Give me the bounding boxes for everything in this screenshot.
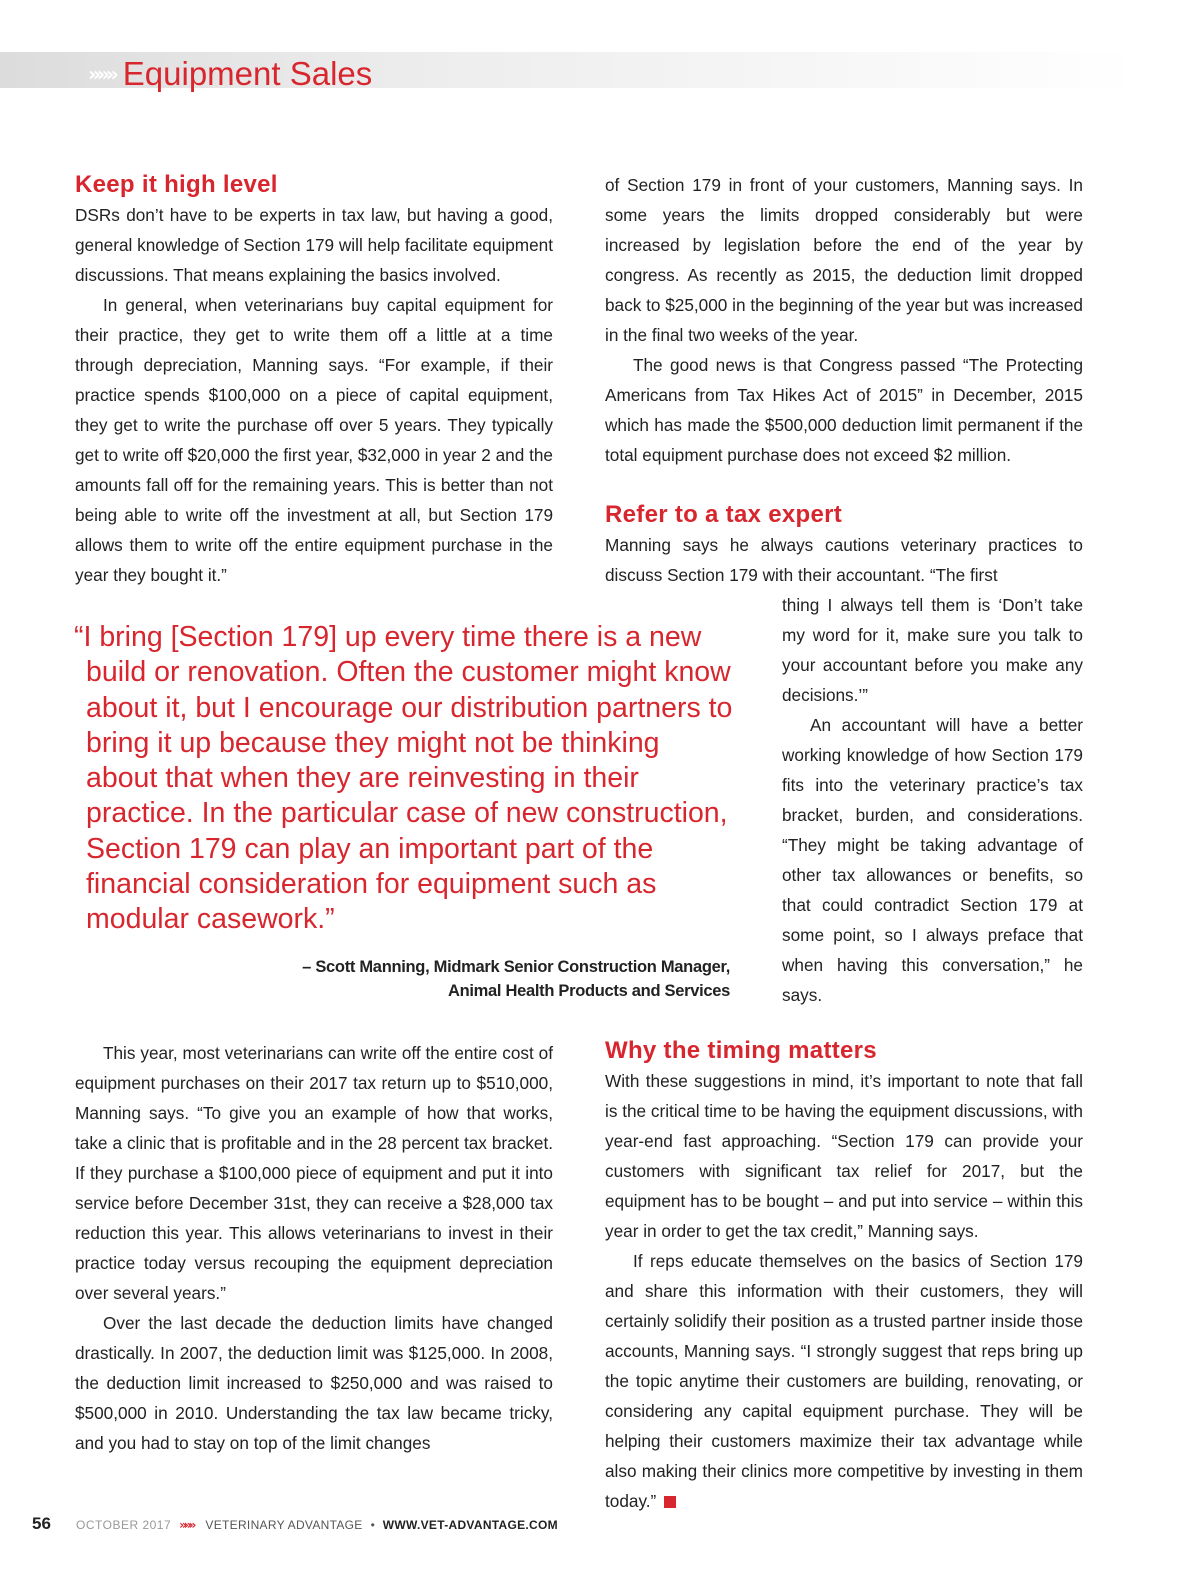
attribution-line: Animal Health Products and Services: [447, 982, 730, 1000]
pull-quote-attribution: [300, 955, 730, 1003]
attribution-line: – Scott Manning, Midmark Senior Construction Manager,: [302, 958, 730, 976]
column-right-top: [605, 170, 1083, 590]
section-header: [88, 52, 372, 96]
paragraph-final: [605, 1246, 1083, 1516]
subhead-keep-it-high-level: Keep it high level: [75, 171, 278, 198]
paragraph: In general, when veterinarians buy capital equipment for their practice, they get to write them off a little at a time through depreciation, Manning says. “For example, if their practice spends $100,000 on a piece of capital equipment, they get to write the purchase off over 5 years. They typically get to write off $20,000 the first year, $32,000 in year 2 and the amounts fall off for the remaining years. This is better than not being able to write off the investment at all, but Section 179 allows them to write off the entire equipment purchase in the year they bought it.”: [75, 295, 553, 585]
paragraph: With these suggestions in mind, it’s important to note that fall is the critical time to be having the equipment discussions, with year-end fast approaching. “Section 179 can provide your customers with significant tax relief for 2017, but the equipment has to be bought – and put into service – within this year in order to get the tax credit,” Manning says.: [605, 1071, 1083, 1241]
subhead-why-timing-matters: Why the timing matters: [605, 1037, 877, 1064]
pull-quote-text: “I bring [Section 179] up every time there is a new build or renovation. Often the customer might know about it, but I encourage our distribution partners to bring it up because they might not be thinking about that when they are reinvesting in their practice. In the particular case of new construction, Section 179 can play an important part of the financial consideration for equipment such as modular casework.”: [74, 621, 733, 936]
column-left-top: [75, 170, 553, 590]
paragraph: The good news is that Congress passed “The Protecting Americans from Tax Hikes Act of 2015” in December, 2015 which has made the $500,000 deduction limit permanent if the total equipment purchase does not exceed $2 million.: [605, 355, 1083, 465]
paragraph-text: If reps educate themselves on the basics of Section 179 and share this information with their customers, they will certainly solidify their position as a trusted partner inside those accounts, Manning says. “I strongly suggest that reps bring up the topic anytime their customers are building, renovating, or considering any capital equipment purchase. They will be helping their customers maximize their tax advantage while also making their clinics more competitive by investing in them today.”: [605, 1251, 1083, 1511]
column-right-bottom: [605, 1036, 1083, 1516]
paragraph: Manning says he always cautions veterinary practices to discuss Section 179 with their accountant. “The first: [605, 535, 1083, 585]
subhead-refer-to-tax-expert: Refer to a tax expert: [605, 501, 843, 528]
paragraph: thing I always tell them is ‘Don’t take my word for it, make sure you talk to your accountant before you make any decisions.’”: [782, 595, 1083, 705]
issue-date: OCTOBER 2017: [76, 1518, 172, 1532]
end-mark-icon: [664, 1496, 676, 1508]
column-right-narrow: [782, 590, 1083, 1010]
page-footer: [32, 1514, 558, 1534]
website-link[interactable]: WWW.VET-ADVANTAGE.COM: [382, 1518, 558, 1532]
column-left-bottom: [75, 1038, 553, 1458]
footer-separator: •: [370, 1518, 375, 1532]
chevron-icon: »»»: [88, 62, 115, 86]
paragraph: DSRs don’t have to be experts in tax law, but having a good, general knowledge of Section 179 will help facilitate equipment discussions. That means explaining the basics involved.: [75, 205, 553, 285]
paragraph: Over the last decade the deduction limits have changed drastically. In 2007, the deduction limit was $125,000. In 2008, the deduction limit increased to $250,000 and was raised to $500,000 in 2010. Understanding the tax law became tricky, and you had to stay on top of the limit changes: [75, 1313, 553, 1453]
chevron-icon: »»»: [179, 1518, 194, 1532]
section-title: Equipment Sales: [122, 55, 373, 92]
pull-quote: [74, 620, 734, 938]
paragraph: This year, most veterinarians can write off the entire cost of equipment purchases on their 2017 tax return up to $510,000, Manning says. “To give you an example of how that works, take a clinic that is profitable and in the 28 percent tax bracket. If they purchase a $100,000 piece of equipment and put it into service before December 31st, they can receive a $28,000 tax reduction this year. This allows veterinarians to invest in their practice today versus recouping the equipment depreciation over several years.”: [75, 1043, 553, 1303]
paragraph: An accountant will have a better working knowledge of how Section 179 fits into the veterinary practice’s tax bracket, burden, and considerations. “They might be taking advantage of other tax allowances or benefits, so that could contradict Section 179 at some point, so I always preface that when having this conversation,” he says.: [782, 715, 1083, 1005]
paragraph: of Section 179 in front of your customers, Manning says. In some years the limits dropped considerably but were increased by legislation before the end of the year by congress. As recently as 2015, the deduction limit dropped back to $25,000 in the beginning of the year but was increased in the final two weeks of the year.: [605, 175, 1083, 345]
magazine-name: VETERINARY ADVANTAGE: [205, 1518, 363, 1532]
page-number: 56: [32, 1514, 51, 1533]
